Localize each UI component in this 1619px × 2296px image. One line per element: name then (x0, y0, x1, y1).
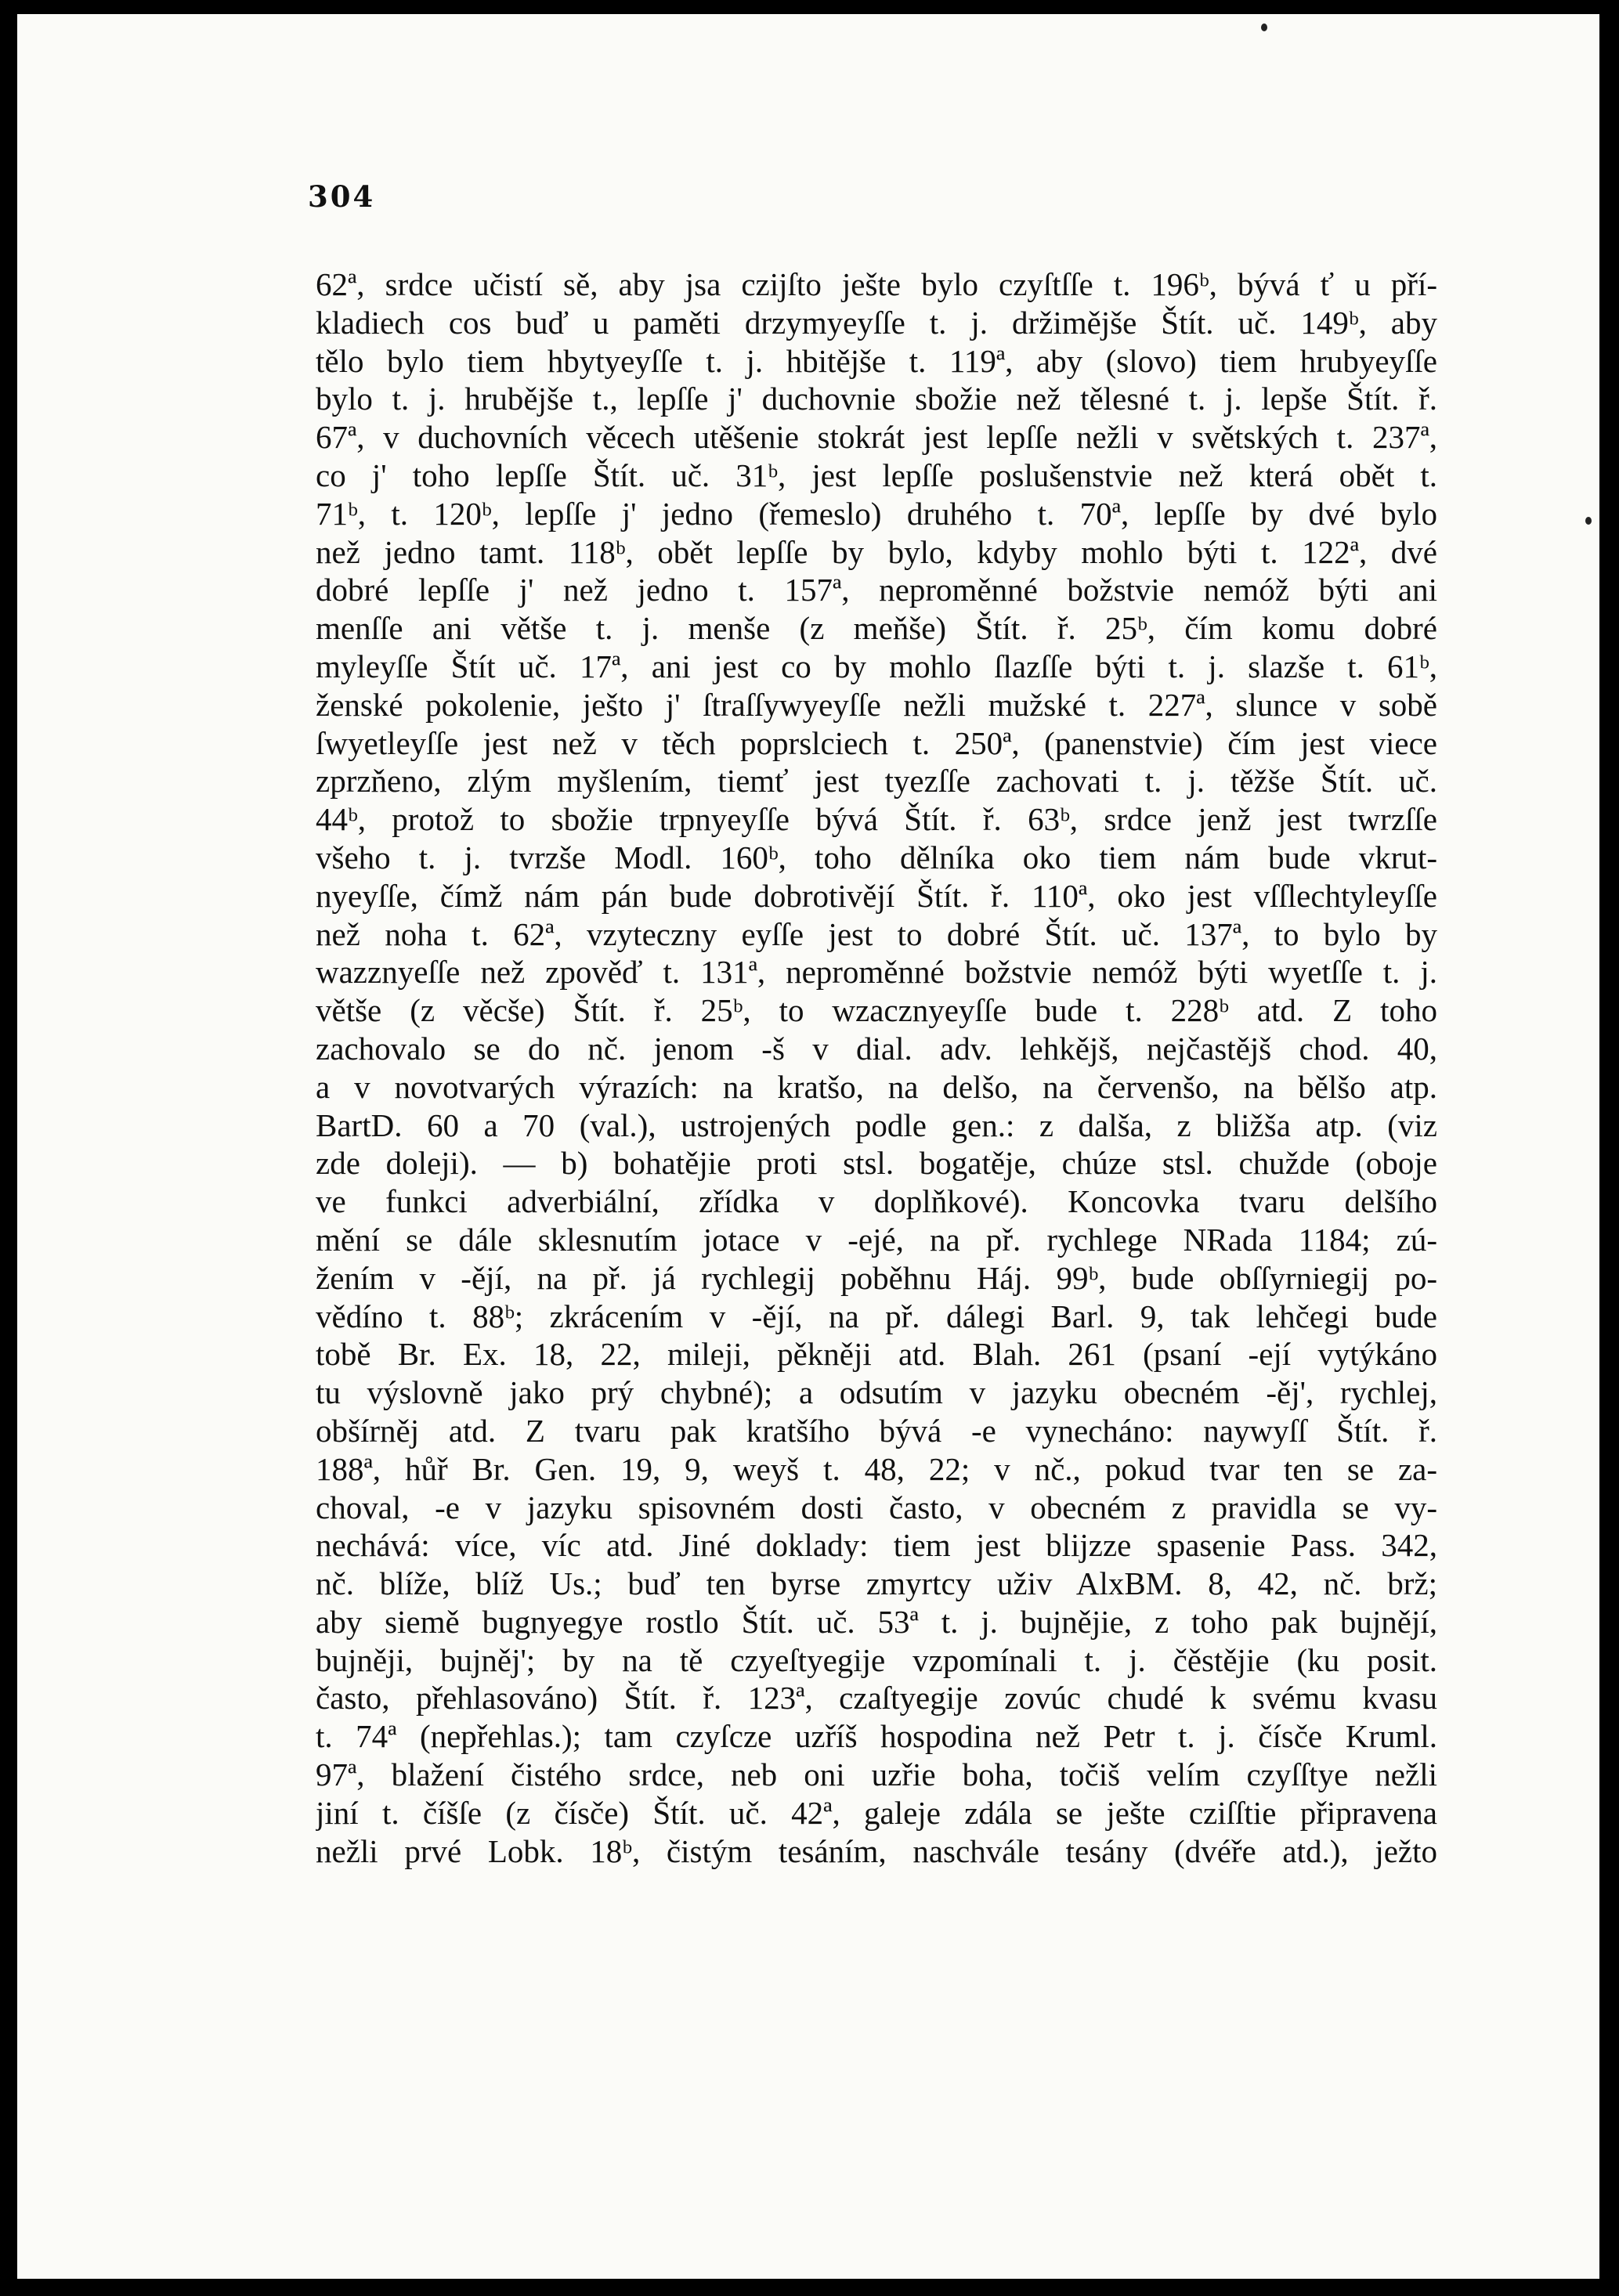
text-line: bujněji, bujněj'; by na tě czyeſtyegije vzpomínali t. j. čěstějie (ku posit. (316, 1641, 1437, 1678)
text-line: ſwyetleyſſe jest než v těch poprslciech t. 250ª, (panenstvie) čím jest viece (316, 724, 1437, 761)
text-line: co j' toho lepſſe Štít. uč. 31ᵇ, jest lepſſe poslušenstvie než která obět t. (316, 457, 1437, 493)
text-line: tělo bylo tiem hbytyeyſſe t. j. hbitějše t. 119ª, aby (slovo) tiem hrubyeyſſe (316, 342, 1437, 379)
text-line: 188ª, hůř Br. Gen. 19, 9, weyš t. 48, 22; v nč., pokud tvar ten se za- (316, 1450, 1437, 1487)
text-line: tobě Br. Ex. 18, 22, mileji, pěkněji atd. Blah. 261 (psaní -ejí vytýkáno (316, 1336, 1437, 1373)
text-line: často, přehlasováno) Štít. ř. 123ª, czaſtyegije zovúc chudé k svému kvasu (316, 1680, 1437, 1717)
text-line: nežli prvé Lobk. 18ᵇ, čistým tesáním, naschvále tesány (dvéře atd.), ježto (316, 1832, 1437, 1869)
text-line: nč. blíže, blíž Us.; buď ten byrse zmyrtcy uživ AlxBM. 8, 42, nč. brž; (316, 1565, 1437, 1602)
text-line: obšírněj atd. Z tvaru pak kratšího bývá -e vynecháno: naywyſſ Štít. ř. (316, 1412, 1437, 1449)
text-line: než noha t. 62ª, vzyteczny eyſſe jest to dobré Štít. uč. 137ª, to bylo by (316, 915, 1437, 952)
text-line: zde doleji). — b) bohatějie proti stsl. bogatěje, chúze stsl. chužde (oboje (316, 1145, 1437, 1182)
text-line: nyeyſſe, čímž nám pán bude dobrotivějí Štít. ř. 110ª, oko jest vſſlechtyleyſſe (316, 877, 1437, 914)
text-line: žením v -ějí, na př. já rychlegij poběhnu Háj. 99ᵇ, bude obſſyrniegij po- (316, 1259, 1437, 1296)
text-line: ve funkci adverbiální, zřídka v doplňkové). Koncovka tvaru delšího (316, 1183, 1437, 1220)
text-line: choval, -e v jazyku spisovném dosti často, v obecném z pravidla se vy- (316, 1489, 1437, 1525)
text-line: aby siemě bugnyegye rostlo Štít. uč. 53ª t. j. bujnějie, z toho pak bujnějí, (316, 1603, 1437, 1640)
text-line: 67ª, v duchovních věcech utěšenie stokrát jest lepſſe nežli v světských t. 237ª, (316, 419, 1437, 456)
text-line: mění se dále sklesnutím jotace v -ejé, na př. rychlege NRada 1184; zú- (316, 1221, 1437, 1258)
text-line: menſſe ani větše t. j. menše (z meňše) Štít. ř. 25ᵇ, čím komu dobré (316, 610, 1437, 647)
text-line: všeho t. j. tvrzše Modl. 160ᵇ, toho dělníka oko tiem nám bude vkrut- (316, 839, 1437, 875)
text-line: zprzňeno, zlým myšlením, tiemť jest tyezſſe zachovati t. j. těžše Štít. uč. (316, 763, 1437, 800)
text-line: jiní t. číšſe (z čísče) Štít. uč. 42ª, galeje zdála se ješte cziſſtie připravena (316, 1794, 1437, 1831)
text-line: zachovalo se do nč. jenom -š v dial. adv. lehkějš, nejčastějš chod. 40, (316, 1030, 1437, 1067)
text-line: kladiech cos buď u paměti drzymyeyſſe t. j. držimějše Štít. uč. 149ᵇ, aby (316, 304, 1437, 341)
text-line: wazznyeſſe než zpověď t. 131ª, neproměnné božstvie nemóž býti wyetſſe t. j. (316, 954, 1437, 991)
body-text (316, 265, 1437, 1870)
text-line: dobré lepſſe j' než jedno t. 157ª, neproměnné božstvie nemóž býti ani (316, 572, 1437, 608)
text-line: vědíno t. 88ᵇ; zkrácením v -ějí, na př. dálegi Barl. 9, tak lehčegi bude (316, 1298, 1437, 1334)
text-line: ženské pokolenie, ješto j' ſtraſſywyeyſſe nežli mužské t. 227ª, slunce v sobě (316, 686, 1437, 723)
page-number: 304 (308, 179, 376, 214)
scan-speck (1585, 517, 1592, 525)
text-line: tu výslovně jako prý chybné); a odsutím v jazyku obecném -ěj', rychlej, (316, 1374, 1437, 1411)
scan-speck (1261, 23, 1267, 31)
text-line: a v novotvarých výrazích: na kratšo, na delšo, na červenšo, na bělšo atp. (316, 1068, 1437, 1105)
text-line: 62ª, srdce učistí sě, aby jsa czijſto ješte bylo czyſtſſe t. 196ᵇ, bývá ť u pří- (316, 266, 1437, 302)
text-line: bylo t. j. hrubějše t., lepſſe j' duchovnie sbožie než tělesné t. j. lepše Štít. ř. (316, 381, 1437, 417)
text-line: 97ª, blažení čistého srdce, neb oni uzřie boha, točiš velím czyſſtye nežli (316, 1756, 1437, 1793)
text-line: t. 74ª (nepřehlas.); tam czyſcze uzříš hospodina než Petr t. j. čísče Kruml. (316, 1718, 1437, 1755)
text-line: BartD. 60 a 70 (val.), ustrojených podle gen.: z dalša, z bližša atp. (viz (316, 1106, 1437, 1143)
text-line: větše (z věcše) Štít. ř. 25ᵇ, to wzacznyeyſſe bude t. 228ᵇ atd. Z toho (316, 992, 1437, 1029)
text-line: 71ᵇ, t. 120ᵇ, lepſſe j' jedno (řemeslo) druhého t. 70ª, lepſſe by dvé bylo (316, 495, 1437, 532)
text-line: myleyſſe Štít uč. 17ª, ani jest co by mohlo ſlazſſe býti t. j. slazše t. 61ᵇ, (316, 648, 1437, 684)
text-line: 44ᵇ, protož to sbožie trpnyeyſſe bývá Štít. ř. 63ᵇ, srdce jenž jest twrzſſe (316, 801, 1437, 838)
text-line: než jedno tamt. 118ᵇ, obět lepſſe by bylo, kdyby mohlo býti t. 122ª, dvé (316, 533, 1437, 570)
text-line: nechává: více, víc atd. Jiné doklady: tiem jest blijzze spasenie Pass. 342, (316, 1527, 1437, 1564)
